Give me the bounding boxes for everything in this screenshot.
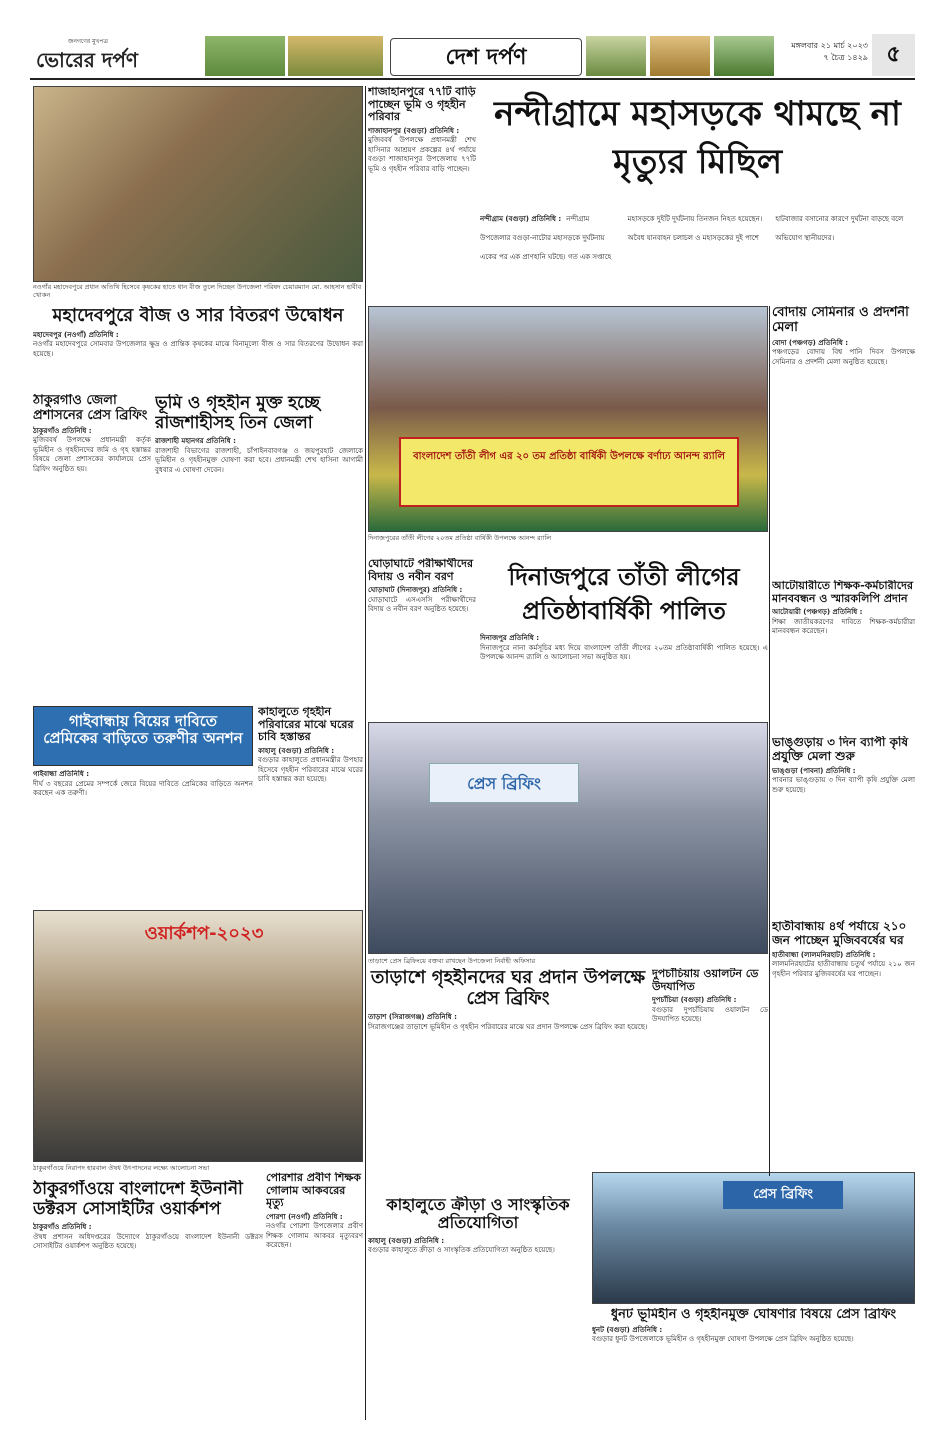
article-body: নওগাঁর মহাদেবপুরে সোমবার উপজেলার ক্ষুদ্র ও প্রান্তিক কৃষকের মাঝে বিনামূল্যে বীজ ও সার বিতরণের উদ্বোধন করা হয়েছে। [33, 340, 363, 358]
headline: দুপচাঁচিয়ায় ওয়ালটন ডে উদযাপিত [652, 968, 759, 993]
dateline: ভাঙ্গুড়া (পাবনা) প্রতিনিধি : [772, 766, 856, 775]
headline: ধুনট ভূমিহীন ও গৃহহীনমুক্ত ঘোষণার বিষয়ে প্রেস ব্রিফিং [610, 1308, 897, 1322]
article-kahaloo-sports [368, 1196, 588, 1420]
headline: মহাদেবপুরে বীজ ও সার বিতরণ উদ্বোধন [52, 306, 344, 326]
dhunot-banner: প্রেস ব্রিফিং [723, 1181, 843, 1209]
article-body: মুজিববর্ষ উপলক্ষে প্রধানমন্ত্রী শেখ হাসিনার আশ্রয়ণ প্রকল্পের ৪র্থ পর্যায়ে বগুড়া শাজাহানপুর উপজেলায় ৭৭টি ভূমি ও গৃহহীন পরিবার বাড়ি পাচ্ছেন। [368, 136, 476, 173]
dateline: দিনাজপুর প্রতিনিধি : [480, 634, 540, 642]
article-mahadebpur [33, 306, 363, 392]
headline: কাহালুতে ক্রীড়া ও সাংস্কৃতিক প্রতিযোগিতা [386, 1196, 570, 1233]
article-ghoraghat [368, 558, 476, 718]
header-image-field [205, 36, 285, 76]
article-body: নন্দীগ্রাম উপজেলার বগুড়া-নাটোর মহাসড়কে দুর্ঘটনায় একের পর এক প্রাণহানি ঘটছে। গত এক সপ্তাহে মহাসড়কে দুইটি দুর্ঘটনায় তিনজন নিহত হয়েছেন। অবৈধ যানবাহন চলাচল ও মহাসড়কের দুই পাশে হাটবাজার বসানোর কারণে দুর্ঘটনা বাড়ছে বলে অভিযোগ স্থানীয়দের। [480, 215, 904, 261]
article-body: দিনাজপুরে নানা কর্মসূচির মধ্য দিয়ে বাংলাদেশ তাঁতী লীগের ২০তম প্রতিষ্ঠাবার্ষিকী পালিত হয়েছে। এ উপলক্ষে আনন্দ র‌্যালি ও আলোচনা সভা অনুষ্ঠিত হয়। [480, 643, 768, 661]
dateline: দুপচাঁচিয়া (বগুড়া) প্রতিনিধি : [652, 996, 737, 1005]
article-boda-seminar [772, 306, 915, 576]
article-body: পঞ্চগড়ের বোদায় বিশ্ব পানি দিবস উপলক্ষে সেমিনার ও প্রদর্শনী মেলা অনুষ্ঠিত হয়েছে। [772, 348, 915, 366]
dateline: মহাদেবপুর (নওগাঁ) প্রতিনিধি : [33, 330, 119, 339]
workshop-caption: ঠাকুরগাঁওয়ে নিরাপদ হারবাল ঔষধ উৎপাদনের লক্ষ্যে আলোচনা সভা [33, 1164, 210, 1172]
headline: পোরশার প্রবীণ শিক্ষক গোলাম আকবরের মৃত্যু [266, 1172, 361, 1210]
headline: দিনাজপুরে তাঁতী লীগের প্রতিষ্ঠাবার্ষিকী পালিত [508, 562, 740, 625]
article-hatibandha [772, 920, 915, 1170]
date-gregorian: মঙ্গলবার ২১ মার্চ ২০২৩ [791, 41, 868, 50]
article-body: ঔষধ প্রশাসন অধিদপ্তরের উদ্যোগে ঠাকুরগাঁওয়ে বাংলাদেশ ইউনানী ডক্টরস সোসাইটির ওয়ার্কশপ অনুষ্ঠিত হয়েছে। [33, 1232, 263, 1251]
headline: ঠাকুরগাঁওয়ে বাংলাদেশ ইউনানী ডক্টরস সোসাইটির ওয়ার্কশপ [33, 1180, 243, 1219]
headline: হাতীবান্ধায় ৪র্থ পর্যায়ে ২১০ জন পাচ্ছেন মুজিববর্ষের ঘর [772, 920, 907, 947]
article-body: দীর্ঘ ৩ বছরের প্রেমের সম্পর্কে জেরে বিয়ের দাবিতে প্রেমিকের বাড়িতে অনশন করছেন এক তরুণী। [33, 779, 253, 797]
logo-tagline: জনগণের মুখপত্র [68, 38, 108, 45]
photo-caption: নওগাঁর মহাদেবপুরে প্রধান অতিথি হিসেবে কৃষকের হাতে ধান বীজ তুলে দিচ্ছেন উপজেলা পরিষদ চেয়ারম্যান মো. আহসান হাবীব খোকন [33, 283, 362, 299]
newspaper-logo [30, 34, 200, 76]
article-dinajpur [480, 560, 768, 718]
article-body: শিক্ষা জাতীয়করণের দাবিতে শিক্ষক-কর্মচারীরা মানববন্ধন করেছেন। [772, 617, 915, 636]
dateline: ধুনট (বগুড়া) প্রতিনিধি : [592, 1325, 663, 1334]
masthead [30, 34, 915, 80]
dateline: কাহালু (বগুড়া) প্রতিনিধি : [368, 1236, 445, 1245]
header-image-crops [288, 36, 383, 76]
article-body: পাবনার ভাঙ্গুড়ায় ৩ দিন ব্যাপী কৃষি প্রযুক্তি মেলা শুরু হয়েছে। [772, 776, 915, 794]
article-body: বগুড়ার ধুনট উপজেলাকে ভূমিহীন ও গৃহহীনমুক্ত ঘোষণা উপলক্ষে প্রেস ব্রিফিং অনুষ্ঠিত হয়েছে। [592, 1335, 854, 1344]
headline: আটোয়ারীতে শিক্ষক-কর্মচারীদের মানববন্ধন ও স্মারকলিপি প্রদান [772, 580, 914, 605]
article-dupchanchia [652, 968, 768, 1168]
headline: ঘোড়াঘাটে পরীক্ষার্থীদের বিদায় ও নবীন বরণ [368, 558, 474, 583]
article-unani-workshop [33, 1180, 263, 1420]
article-kahaloo-keys [258, 706, 363, 904]
headline: কাহালুতে গৃহহীন পরিবারের মাঝে ঘরের চাবি হস্তান্তর [258, 706, 354, 744]
workshop-banner: ওয়ার্কশপ-২০২৩ [144, 923, 264, 944]
headline: শাজাহানপুরে ৭৭টি বাড়ি পাচ্ছেন ভূমি ও গৃহহীন পরিবার [368, 86, 476, 124]
article-body: লালমনিরহাটের হাতীবান্ধায় চতুর্থ পর্যায়ে ২১০ জন গৃহহীন পরিবার মুজিববর্ষের ঘর পাচ্ছেন। [772, 960, 915, 978]
dateline: হাতীবান্ধা (লালমনিরহাট) প্রতিনিধি : [772, 950, 876, 959]
photo-mahadebpur-seed [33, 86, 363, 282]
article-gaibandha [33, 770, 253, 904]
article-body: সিরাজগঞ্জের তাড়াশে ভূমিহীন ও গৃহহীন পরিবারের মাঝে ঘর প্রদান উপলক্ষে প্রেস ব্রিফিং করা হয়েছে। [368, 1022, 648, 1031]
rally-banner: বাংলাদেশ তাঁতী লীগ এর ২০ তম প্রতিষ্ঠা বার্ষিকী উপলক্ষে বর্ণাঢ্য আনন্দ র‌্যালি [399, 437, 739, 507]
photo-dhunot-press [592, 1172, 915, 1304]
article-shajahanpur [368, 86, 476, 301]
dateline: পোরশা (নওগাঁ) প্রতিনিধি : [266, 1212, 343, 1221]
dateline: বোদা (পঞ্চগড়) প্রতিনিধি : [772, 338, 849, 347]
header-image-grain [650, 36, 710, 76]
gaibandha-headline-box [33, 706, 253, 766]
article-rajshahi [155, 394, 363, 700]
section-title: দেশ দর্পণ [390, 38, 582, 76]
dateline: তাড়াশ (সিরাজগঞ্জ) প্রতিনিধি : [368, 1013, 457, 1022]
article-body: ঘোড়াঘাটে এসএসসি পরীক্ষার্থীদের বিদায় ও নবীন বরণ অনুষ্ঠিত হয়েছে। [368, 595, 476, 614]
photo-workshop [33, 910, 363, 1162]
date-bengali: ৭ চৈত্র ১৪২৯ [823, 53, 868, 62]
article-porsha [266, 1172, 363, 1420]
article-dhunot [592, 1308, 915, 1420]
dateline: ঠাকুরগাঁও প্রতিনিধি : [33, 1223, 92, 1232]
photo-tarash-press [368, 722, 768, 954]
dateline: ঠাকুরগাঁও প্রতিনিধি : [33, 426, 92, 435]
dateline: নন্দীগ্রাম (বগুড়া) প্রতিনিধি : [480, 215, 562, 223]
page-number: ৫ [872, 34, 915, 76]
header-image-paddy [714, 36, 774, 76]
article-body: বগুড়ার দুপচাঁচিয়ায় ওয়ালটন ডে উদযাপিত হয়েছে। [652, 1005, 768, 1024]
dateline: আটোয়ারী (পঞ্চগড়) প্রতিনিধি : [772, 608, 863, 617]
logo-name: ভোরের দর্পণ [36, 48, 138, 72]
article-body: মুজিববর্ষ উপলক্ষে প্রধানমন্ত্রী কর্তৃক ভূমিহীন ও গৃহহীনদের জমি ও গৃহ হস্তান্তর বিষয়ে জেলা প্রশাসকের কার্যালয়ে প্রেস ব্রিফিং অনুষ্ঠিত হয়। [33, 436, 151, 473]
lead-headline: নন্দীগ্রামে মহাসড়কে থামছে না মৃত্যুর মিছিল [494, 94, 901, 182]
article-body: বগুড়ার কাহালুতে ক্রীড়া ও সাংস্কৃতিক প্রতিযোগিতা অনুষ্ঠিত হয়েছে। [368, 1246, 555, 1255]
article-tarash [368, 968, 648, 1120]
article-bhangura [772, 736, 915, 916]
headline: বোদায় সেমিনার ও প্রদর্শনী মেলা [772, 306, 909, 335]
photo-rally [368, 306, 768, 532]
headline: ঠাকুরগাঁও জেলা প্রশাসনের প্রেস ব্রিফিং [33, 394, 148, 423]
dateline: ঘোড়াঘাট (দিনাজপুর) প্রতিনিধি : [368, 586, 463, 595]
headline: গাইবান্ধায় বিয়ের দাবিতে প্রেমিকের বাড়িতে তরুণীর অনশন [43, 712, 243, 748]
press-caption: তাড়াশে প্রেস ব্রিফিংয়ে বক্তব্য রাখছেন উপজেলা নির্বাহী অফিসার [368, 957, 536, 965]
article-body: বগুড়ার কাহালুতে প্রধানমন্ত্রীর উপহার হিসেবে গৃহহীন পরিবারের মাঝে ঘরের চাবি হস্তান্তর করা হয়েছে। [258, 756, 363, 784]
headline: ভাঙ্গুড়ায় ৩ দিন ব্যাপী কৃষি প্রযুক্তি মেলা শুরু [772, 736, 909, 763]
article-body: রাজশাহী বিভাগের রাজশাহী, চাঁপাইনবাবগঞ্জ ও জয়পুরহাট জেলাকে ভূমিহীন ও গৃহহীনমুক্ত ঘোষণা করা হবে। প্রধানমন্ত্রী শেখ হাসিনা আগামী বুধবার এ ঘোষণা দেবেন। [155, 446, 363, 474]
article-atoari [772, 580, 915, 730]
issue-date [778, 40, 868, 64]
header-image-farm [586, 36, 646, 76]
lead-body [480, 206, 915, 301]
dateline: গাইবান্ধা প্রতিনিধি : [33, 770, 90, 778]
rally-caption: দিনাজপুরের তাঁতী লীগের ২০তম প্রতিষ্ঠা বার্ষিকী উপলক্ষে আনন্দ র‌্যালি [368, 534, 552, 542]
press-banner: প্রেস ব্রিফিং [429, 763, 579, 803]
article-body: নওগাঁর পোরশা উপজেলার প্রবীণ শিক্ষক গোলাম আকবর মৃত্যুবরণ করেছেন। [266, 1222, 363, 1250]
dateline: রাজশাহী মহানগর প্রতিনিধি : [155, 437, 236, 446]
column-divider [769, 306, 770, 1176]
dateline: কাহালু (বগুড়া) প্রতিনিধি : [258, 746, 335, 755]
headline: ভূমি ও গৃহহীন মুক্ত হচ্ছে রাজশাহীসহ তিন জেলা [155, 394, 320, 433]
headline: তাড়াশে গৃহহীনদের ঘর প্রদান উপলক্ষে প্রেস ব্রিফিং [370, 968, 646, 1009]
dateline: শাজাহানপুর (বগুড়া) প্রতিনিধি : [368, 126, 460, 135]
column-divider [365, 86, 366, 1420]
article-thakurgaon-brief [33, 394, 151, 700]
